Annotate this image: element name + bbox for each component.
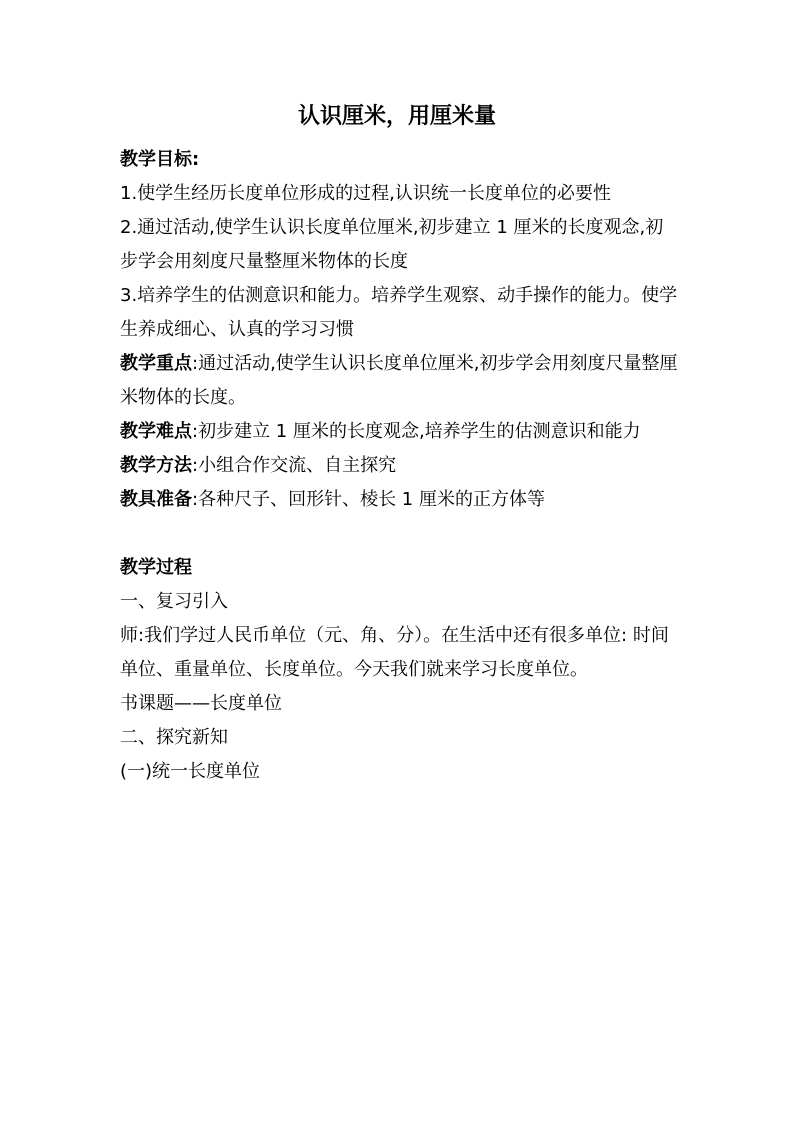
materials-paragraph [120,483,680,517]
difficulties-paragraph [120,415,680,449]
difficulties-label: 教学难点 [120,421,192,442]
methods-label: 教学方法 [120,455,192,476]
objective-item: 1.使学生经历长度单位形成的过程,认识统一长度单位的必要性 [120,183,611,204]
teacher-paragraph: 师:我们学过人民币单位（元、角、分）。在生活中还有很多单位: 时间单位、重量单位、长度单位。今天我们就来学习长度单位。 [120,625,669,680]
document-title: 认识厘米，用厘米量 [297,103,496,129]
materials-text: :各种尺子、回形针、棱长 1 厘米的正方体等 [192,489,545,510]
process-heading: 教学过程 [120,557,192,578]
methods-paragraph [120,449,680,483]
key-points-label: 教学重点 [120,353,192,374]
key-points-paragraph [120,347,680,415]
key-points-text: :通过活动,使学生认识长度单位厘米,初步学会用刻度尺量整厘米物体的长度。 [120,353,678,408]
subsection-heading: (一)统一长度单位 [120,761,261,782]
methods-text: :小组合作交流、自主探究 [192,455,397,476]
materials-label: 教具准备 [120,489,192,510]
objectives-heading: 教学目标: [120,149,200,170]
section-heading: 一、复习引入 [120,591,228,612]
objective-item: 3.培养学生的估测意识和能力。培养学生观察、动手操作的能力。使学生养成细心、认真的学习习惯 [120,285,678,340]
objective-item: 2.通过活动,使学生认识长度单位厘米,初步建立 1 厘米的长度观念,初步学会用刻度尺量整厘米物体的长度 [120,217,664,272]
topic-line: 书课题——长度单位 [120,693,282,714]
section-heading: 二、探究新知 [120,727,228,748]
blank-line [120,517,680,551]
difficulties-text: :初步建立 1 厘米的长度观念,培养学生的估测意识和能力 [192,421,641,442]
document-body [120,143,680,789]
